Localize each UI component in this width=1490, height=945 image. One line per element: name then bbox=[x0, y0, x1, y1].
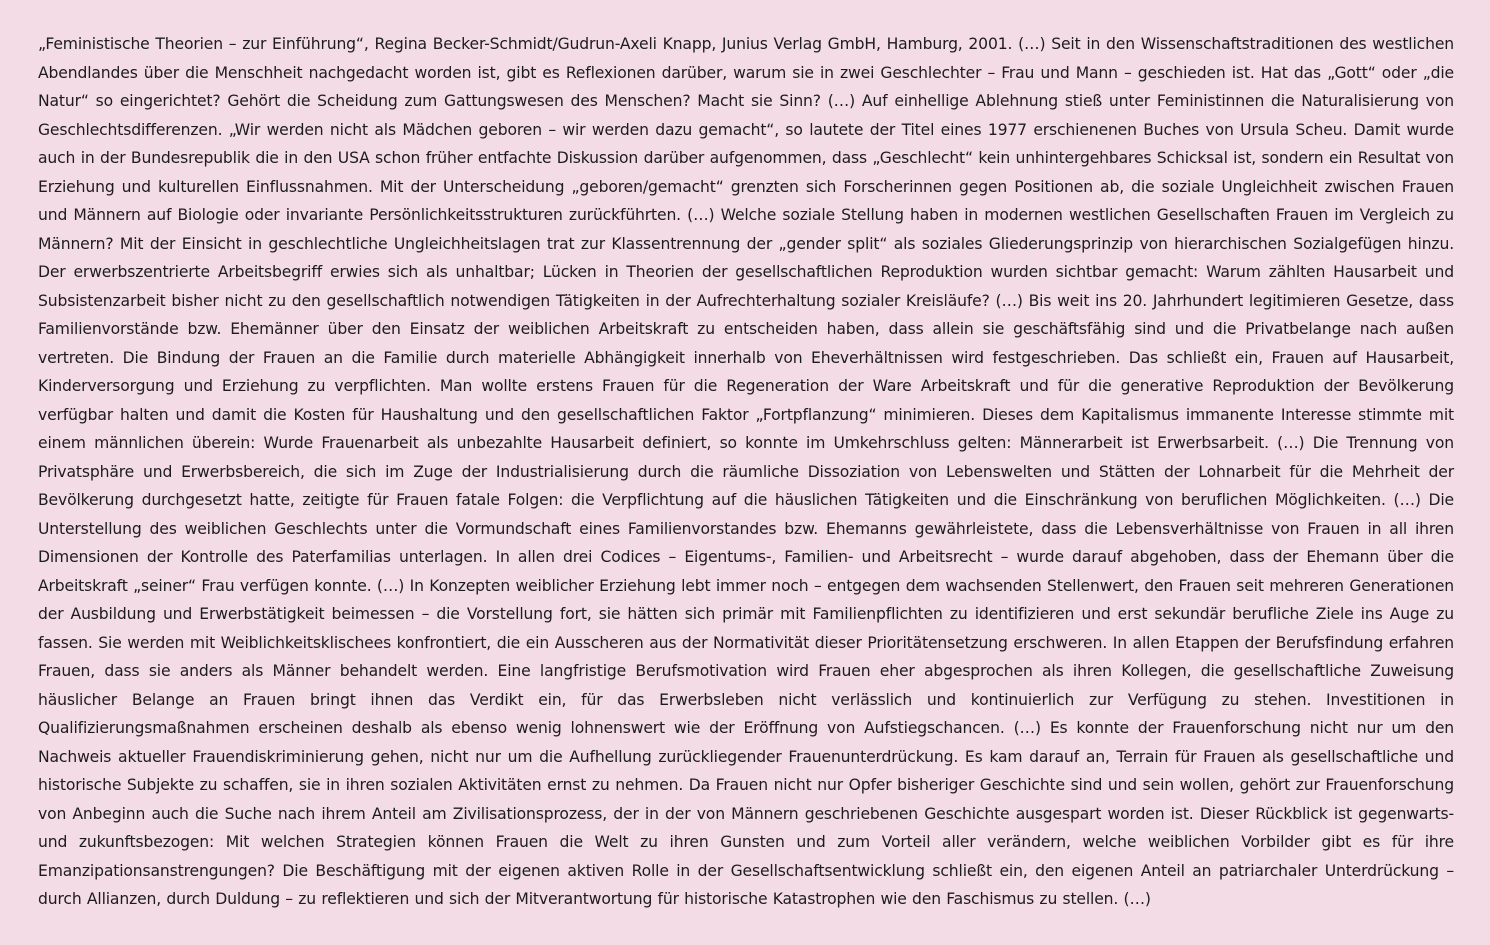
quote-paragraph: „Feministische Theorien – zur Einführung“, Regina Becker-Schmidt/Gudrun-Axeli Knapp, Junius Verlag GmbH, Hamburg, 2001. (…) Seit in den Wissenschaftstraditionen des westlichen Abendlandes über die Menschheit nachgedacht worden ist, gibt es Reflexionen darüber, warum sie in zwei Geschlechter – Frau und Mann – geschieden ist. Hat das „Gott“ oder „die Natur“ so eingerichtet? Gehört die Scheidung zum Gattungswesen des Menschen? Macht sie Sinn? (…) Auf einhellige Ablehnung stieß unter Feministinnen die Naturalisierung von Geschlechtsdifferenzen. „Wir werden nicht als Mädchen geboren – wir werden dazu gemacht“, so lautete der Titel eines 1977 erschienenen Buches von Ursula Scheu. Damit wurde auch in der Bundesrepublik die in den USA schon früher entfachte Diskussion darüber aufgenommen, dass „Geschlecht“ kein unhintergehbares Schicksal ist, sondern ein Resultat von Erziehung und kulturellen Einflussnahmen. Mit der Unterscheidung „geboren/gemacht“ grenzten sich Forscherinnen gegen Positionen ab, die soziale Ungleichheit zwischen Frauen und Männern auf Biologie oder invariante Persönlichkeitsstrukturen zurückführten. (…) Welche soziale Stellung haben in modernen westlichen Gesellschaften Frauen im Vergleich zu Männern? Mit der Einsicht in geschlechtliche Ungleichheitslagen trat zur Klassentrennung der „gender split“ als soziales Gliederungsprinzip von hierarchischen Sozialgefügen hinzu. Der erwerbszentrierte Arbeitsbegriff erwies sich als unhaltbar; Lücken in Theorien der gesellschaftlichen Reproduktion wurden sichtbar gemacht: Warum zählten Hausarbeit und Subsistenzarbeit bisher nicht zu den gesellschaftlich notwendigen Tätigkeiten in der Aufrechterhaltung sozialer Kreisläufe? (…) Bis weit ins 20. Jahrhundert legitimieren Gesetze, dass Familienvorstände bzw. Ehemänner über den Einsatz der weiblichen Arbeitskraft zu entscheiden haben, dass allein sie geschäftsfähig sind und die Privatbelange nach außen vertreten. Die Bindung der Frauen an die Familie durch materielle Abhängigkeit innerhalb von Eheverhältnissen wird festgeschrieben. Das schließt ein, Frauen auf Hausarbeit, Kinderversorgung und Erziehung zu verpflichten. Man wollte erstens Frauen für die Regeneration der Ware Arbeitskraft und für die generative Reproduktion der Bevölkerung verfügbar halten und damit die Kosten für Haushaltung und den gesellschaftlichen Faktor „Fortpflanzung“ minimieren. Dieses dem Kapitalismus immanente Interesse stimmte mit einem männlichen überein: Wurde Frauenarbeit als unbezahlte Hausarbeit definiert, so konnte im Umkehrschluss gelten: Männerarbeit ist Erwerbsarbeit. (…) Die Trennung von Privatsphäre und Erwerbsbereich, die sich im Zuge der Industrialisierung durch die räumliche Dissoziation von Lebenswelten und Stätten der Lohnarbeit für die Mehrheit der Bevölkerung durchgesetzt hatte, zeitigte für Frauen fatale Folgen: die Verpflichtung auf die häuslichen Tätigkeiten und die Einschränkung von beruflichen Möglichkeiten. (…) Die Unterstellung des weiblichen Geschlechts unter die Vormundschaft eines Familienvorstandes bzw. Ehemanns gewährleistete, dass die Lebensverhältnisse von Frauen in all ihren Dimensionen der Kontrolle des Paterfamilias unterlagen. In allen drei Codices – Eigentums-, Familien- und Arbeitsrecht – wurde darauf abgehoben, dass der Ehemann über die Arbeitskraft „seiner“ Frau verfügen konnte. (…) In Konzepten weiblicher Erziehung lebt immer noch – entgegen dem wachsenden Stellenwert, den Frauen seit mehreren Generationen der Ausbildung und Erwerbstätigkeit beimessen – die Vorstellung fort, sie hätten sich primär mit Familienpflichten zu identifizieren und erst sekundär berufliche Ziele ins Auge zu fassen. Sie werden mit Weiblichkeitsklischees konfrontiert, die ein Ausscheren aus der Normativität dieser Prioritätensetzung erschweren. In allen Etappen der Berufsfindung erfahren Frauen, dass sie anders als Männer behandelt werden. Eine langfristige Berufsmotivation wird Frauen eher abgesprochen als ihren Kollegen, die gesellschaftliche Zuweisung häuslicher Belange an Frauen bringt ihnen das Verdikt ein, für das Erwerbsleben nicht verlässlich und kontinuierlich zur Verfügung zu stehen. Investitionen in Qualifizierungsmaßnahmen erscheinen deshalb als ebenso wenig lohnenswert wie der Eröffnung von Aufstiegschancen. (…) Es konnte der Frauenforschung nicht nur um den Nachweis aktueller Frauendiskriminierung gehen, nicht nur um die Aufhellung zurückliegender Frauenunterdrückung. Es kam darauf an, Terrain für Frauen als gesellschaftliche und historische Subjekte zu schaffen, sie in ihren sozialen Aktivitäten ernst zu nehmen. Da Frauen nicht nur Opfer bisheriger Geschichte sind und sein wollen, gehört zur Frauenforschung von Anbeginn auch die Suche nach ihrem Anteil am Zivilisationsprozess, der in der von Männern geschriebenen Geschichte ausgespart worden ist. Dieser Rückblick ist gegenwarts- und zukunftsbezogen: Mit welchen Strategien können Frauen die Welt zu ihren Gunsten und zum Vorteil aller verändern, welche weiblichen Vorbilder gibt es für ihre Emanzipationsanstrengungen? Die Beschäftigung mit der eigenen aktiven Rolle in der Gesellschaftsentwicklung schließt ein, den eigenen Anteil an patriarchaler Unterdrückung – durch Allianzen, durch Duldung – zu reflektieren und sich der Mitverantwortung für historische Katastrophen wie den Faschismus zu stellen. (…) bbox=[38, 35, 1454, 908]
